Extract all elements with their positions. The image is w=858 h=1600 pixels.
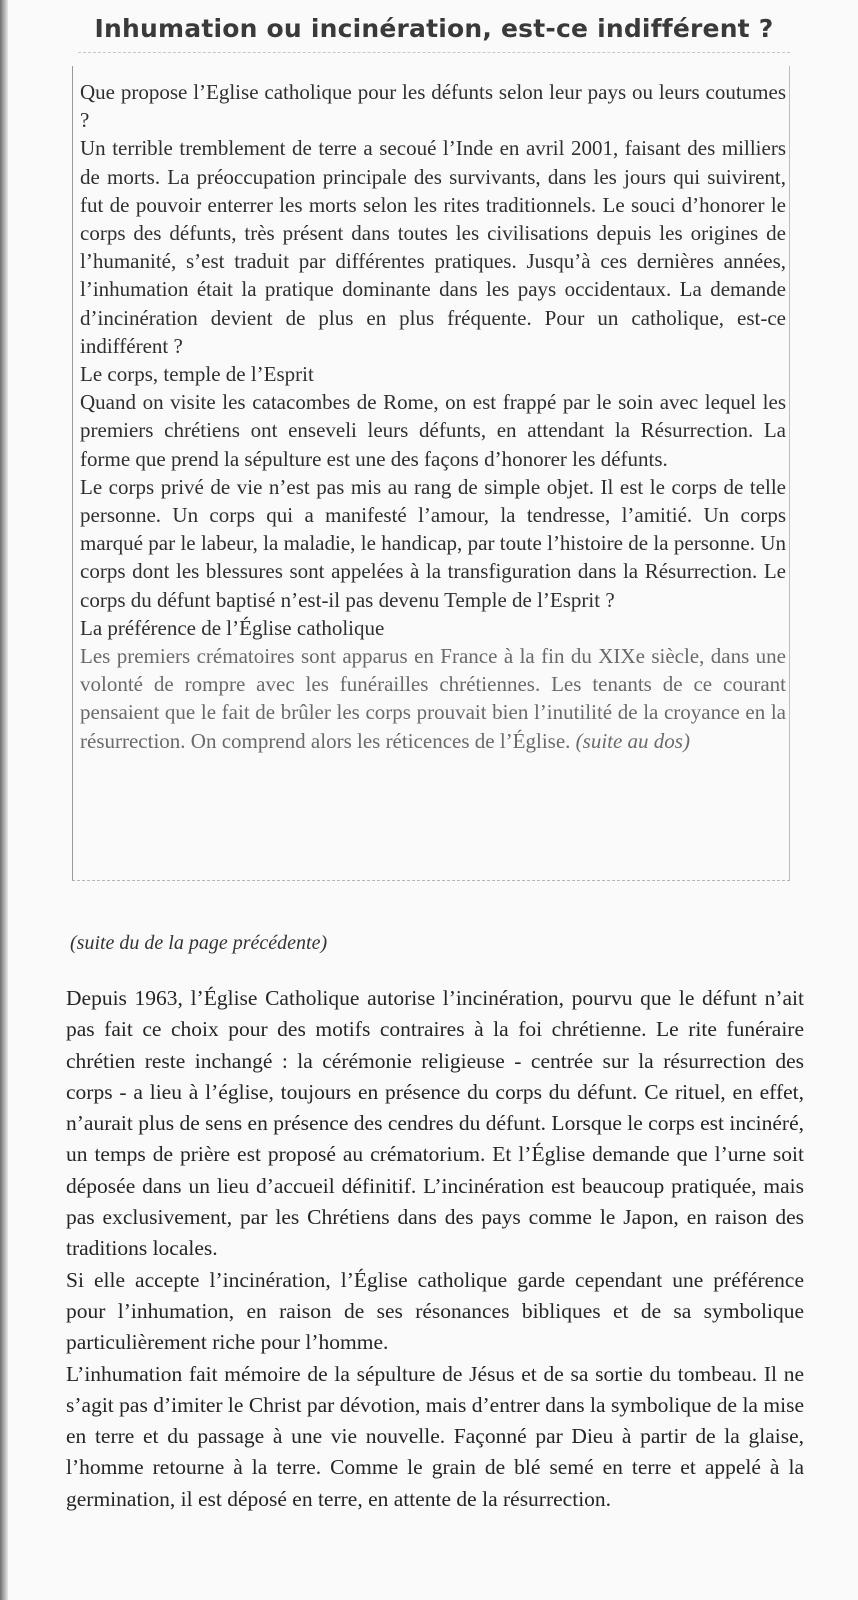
paragraph: Quand on visite les catacombes de Rome, on est frappé par le soin avec lequel les premiers chrétiens ont enseveli leurs défunts, en attendant la Résurrection. La forme que prend la sépulture est une des façons d’honorer les défunts.: [80, 390, 786, 471]
article-section-1: [80, 78, 786, 755]
article-section-2: [66, 983, 804, 1515]
paragraph: [80, 642, 786, 755]
continued-note: (suite au dos): [575, 728, 690, 753]
title-divider: [78, 52, 790, 53]
continuation-label: (suite du de la page précédente): [70, 932, 328, 954]
section-subtitle: Le corps, temple de l’Esprit: [80, 362, 314, 387]
paragraph: Si elle accepte l’incinération, l’Église catholique garde cependant une préférence pour l’inhumation, en raison de ses résonances bibliques et de sa symbolique particulièrement riche pour l’homme.: [66, 1267, 804, 1355]
paragraph: L’inhumation fait mémoire de la sépulture de Jésus et de sa sortie du tombeau. Il ne s’agit pas d’imiter le Christ par dévotion, mais d’entrer dans la symbolique de la mise en terre et du passage à une vie nouvelle. Façonné par Dieu à partir de la glaise, l’homme retourne à la terre. Comme le grain de blé semé en terre et appelé à la germination, il est déposé en terre, en attente de la résurrection.: [66, 1361, 804, 1511]
paragraph: Un terrible tremblement de terre a secoué l’Inde en avril 2001, faisant des milliers de morts. La préoccupation principale des survivants, dans les jours qui suivirent, fut de pouvoir enterrer les morts selon les rites traditionnels. Le souci d’honorer le corps des défunts, très présent dans toutes les civilisations depuis les origines de l’humanité, s’est traduit par différentes pratiques. Jusqu’à ces dernières années, l’inhumation était la pratique dominante dans les pays occidentaux. La demande d’incinération devient de plus en plus fréquente. Pour un catholique, est-ce indifférent ?: [80, 136, 786, 358]
paragraph: Depuis 1963, l’Église Catholique autorise l’incinération, pourvu que le défunt n’ait pas fait ce choix pour des motifs contraires à la foi chrétienne. Le rite funéraire chrétien reste inchangé : la cérémonie religieuse - centrée sur la résurrection des corps - a lieu à l’église, toujours en présence du corps du défunt. Ce rituel, en effet, n’aurait plus de sens en présence des cendres du défunt. Lorsque le corps est incinéré, un temps de prière est proposé au crématorium. Et l’Église demande que l’urne soit déposée dans un lieu d’accueil définitif. L’incinération est beaucoup pratiquée, mais pas exclusivement, par les Chrétiens dans des pays comme le Japon, en raison des traditions locales.: [66, 986, 804, 1261]
page-title: Inhumation ou incinération, est-ce indifférent ?: [94, 14, 774, 43]
scan-edge: [0, 0, 8, 1600]
paragraph: Le corps privé de vie n’est pas mis au rang de simple objet. Il est le corps de telle personne. Un corps qui a manifesté l’amour, la tendresse, l’amitié. Un corps marqué par le labeur, la maladie, le handicap, par toute l’histoire de la personne. Un corps dont les blessures sont appelées à la transfiguration dans la Résurrection. Le corps du défunt baptisé n’est-il pas devenu Temple de l’Esprit ?: [80, 474, 786, 612]
paragraph-text: Les premiers crématoires sont apparus en France à la fin du XIXe siècle, dans une volonté de rompre avec les funérailles chrétiennes. Les tenants de ce courant pensaient que le fait de brûler les corps prouvait bien l’inutilité de la croyance en la résurrection. On comprend alors les réticences de l’Église.: [80, 644, 786, 753]
section-subtitle: La préférence de l’Église catholique: [80, 615, 385, 640]
intro-question: Que propose l’Eglise catholique pour les défunts selon leur pays ou leurs coutumes ?: [80, 80, 786, 133]
